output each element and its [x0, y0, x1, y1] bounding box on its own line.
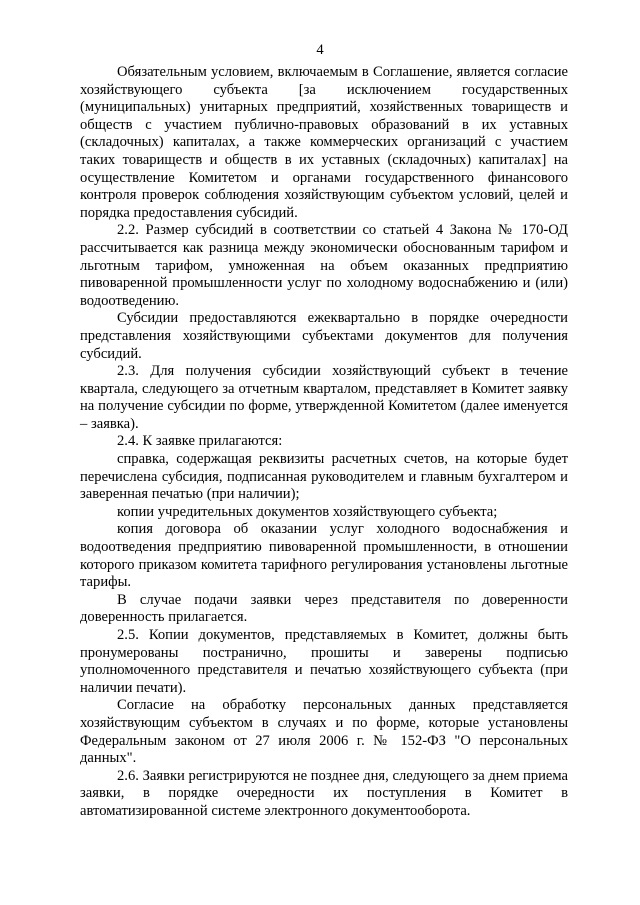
- document-body: [80, 64, 568, 821]
- paragraph-quarterly-subsidies: Субсидии предоставляются ежеквартально в порядке очередности представления хозяйствующими субъектами документов для получения субсидий.: [80, 310, 568, 362]
- paragraph-consent-condition: Обязательным условием, включаемым в Соглашение, является согласие хозяйствующего субъекта [за исключением государственных (муниципальных) унитарных предприятий, хозяйственных товариществ и обществ с участием публично-правовых образований в их уставных (складочных) капиталах, а также коммерческих организаций с участием таких товариществ и обществ в их уставных (складочных) капиталах] на осуществление Комитетом и органами государственного финансового контроля проверок соблюдения хозяйствующим субъектом условий, целей и порядка предоставления субсидий.: [80, 64, 568, 221]
- paragraph-founding-documents: копии учредительных документов хозяйствующего субъекта;: [117, 503, 498, 520]
- paragraph-2-5-document-copies: 2.5. Копии документов, представляемых в Комитет, должны быть пронумерованы постранично, прошиты и заверены подписью уполномоченного представителя и печатью хозяйствующего субъекта (при наличии печати).: [80, 627, 568, 696]
- paragraph-2-3-application: 2.3. Для получения субсидии хозяйствующий субъект в течение квартала, следующего за отчетным кварталом, представляет в Комитет заявку на получение субсидии по форме, утвержденной Комитетом (далее именуется – заявка).: [80, 363, 568, 432]
- paragraph-service-contract: копия договора об оказании услуг холодного водоснабжения и водоотведения предприятию пивоваренной промышленности, в отношении которого приказом комитета тарифного регулирования установлены льготные тарифы.: [80, 521, 568, 591]
- paragraph-power-of-attorney: В случае подачи заявки через представителя по доверенности доверенность прилагается.: [80, 591, 568, 626]
- paragraph-bank-certificate: справка, содержащая реквизиты расчетных счетов, на которые будет перечислена субсидия, подписанная руководителем и главным бухгалтером и заверенная печатью (при наличии);: [80, 451, 568, 503]
- paragraph-2-4-attachments: 2.4. К заявке прилагаются:: [117, 433, 283, 450]
- paragraph-2-6-registration: 2.6. Заявки регистрируются не позднее дня, следующего за днем приема заявки, в порядке очередности их поступления в Комитет в автоматизированной системе электронного документооборота.: [80, 767, 568, 819]
- page-number: 4: [316, 42, 324, 58]
- paragraph-personal-data-consent: Согласие на обработку персональных данных представляется хозяйствующим субъектом в случаях и по форме, которые установлены Федеральным законом от 27 июля 2006 г. № 152-ФЗ "О персональных данных".: [80, 697, 568, 767]
- paragraph-2-2-subsidy-size: 2.2. Размер субсидий в соответствии со статьей 4 Закона № 170-ОД рассчитывается как разница между экономически обоснованным тарифом и льготным тарифом, умноженная на объем оказанных предприятию пивоваренной промышленности услуг по холодному водоснабжению и (или) водоотведению.: [80, 222, 568, 309]
